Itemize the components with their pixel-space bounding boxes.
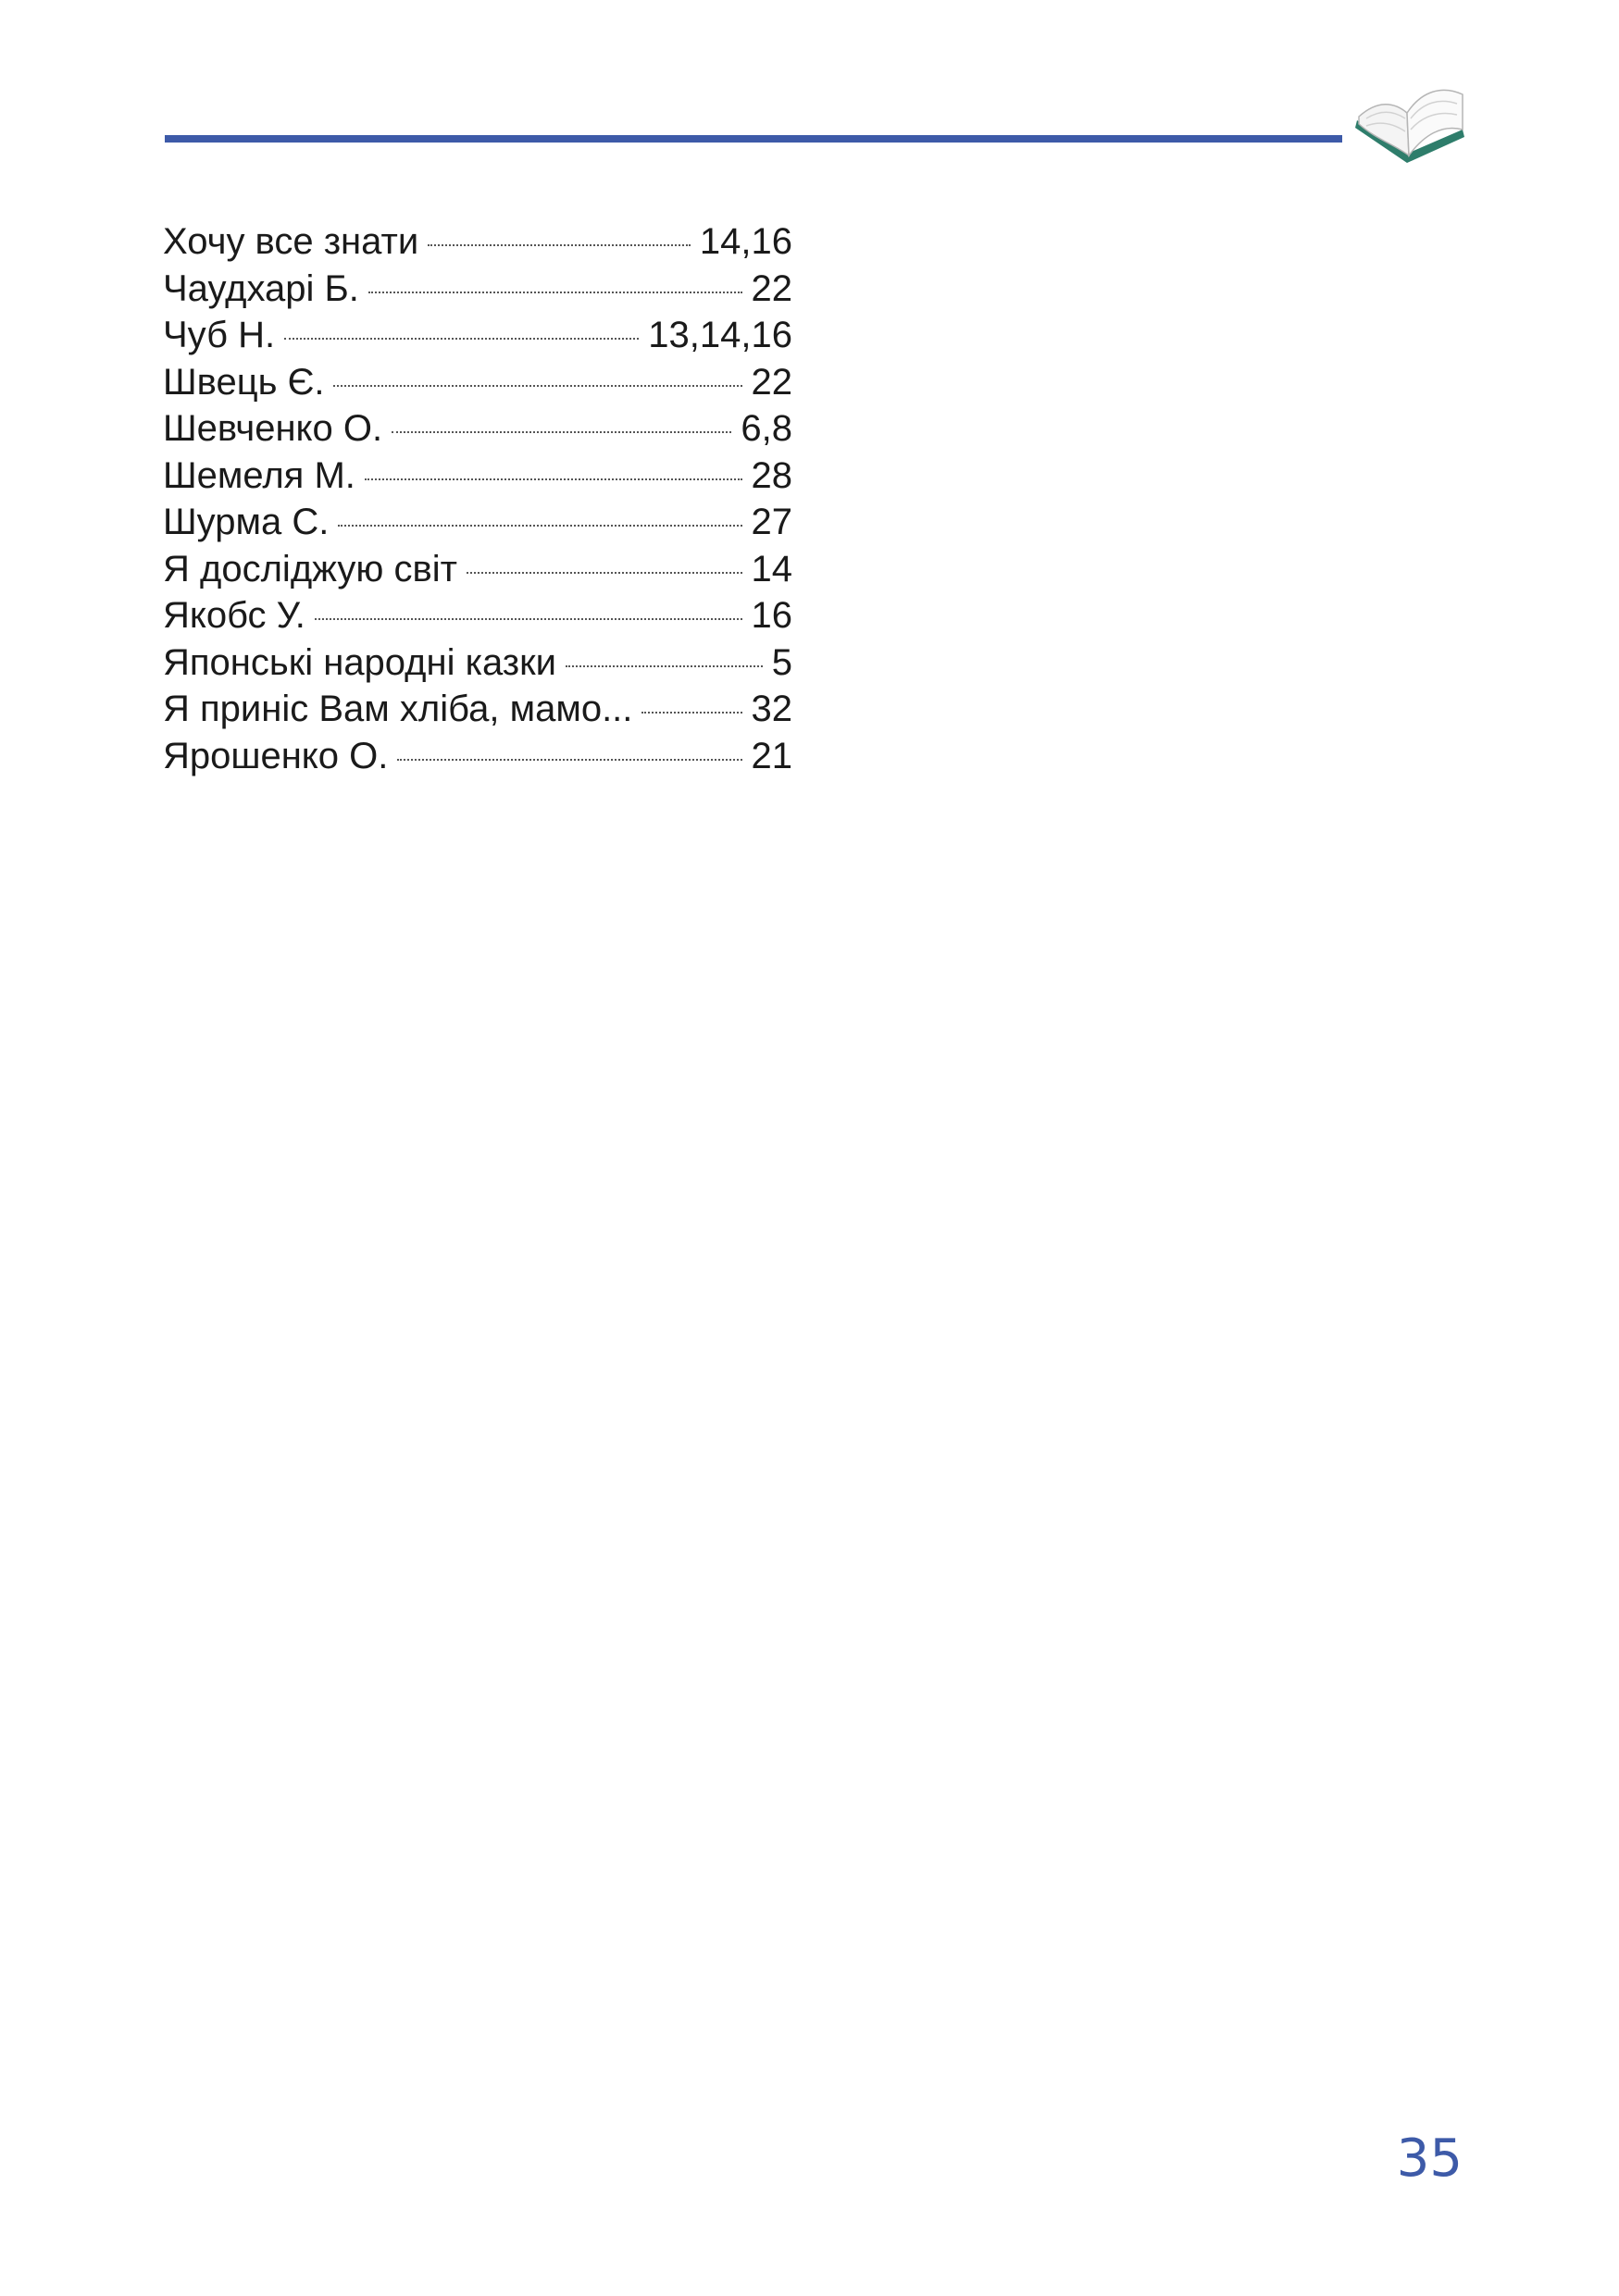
index-row	[163, 266, 792, 313]
dot-leader	[368, 292, 742, 293]
entry-pages: 21	[751, 735, 792, 776]
entry-name: Шевченко О.	[163, 408, 383, 449]
entry-name: Якобс У.	[163, 595, 305, 636]
entry-name: Швець Є.	[163, 361, 325, 403]
entry-pages: 32	[751, 689, 792, 729]
index-row	[163, 218, 792, 266]
entry-pages: 22	[751, 267, 792, 309]
entry-name: Чуб Н.	[163, 315, 276, 355]
entry-pages: 6,8	[741, 408, 792, 449]
entry-pages: 14	[751, 548, 792, 590]
dot-leader	[467, 572, 742, 574]
entry-pages: 13,14,16	[648, 315, 792, 355]
index-row	[163, 686, 792, 733]
entry-name: Я досліджую світ	[163, 548, 457, 590]
entry-name: Шурма С.	[163, 502, 330, 542]
page-number: 35	[1396, 2128, 1463, 2189]
index-row	[163, 453, 792, 500]
dot-leader	[428, 244, 691, 246]
entry-pages: 5	[771, 641, 792, 683]
entry-name: Я приніс Вам хліба, мамо...	[163, 689, 633, 729]
dot-leader	[566, 665, 763, 667]
entry-pages: 14,16	[699, 221, 792, 262]
header-rule	[165, 135, 1342, 143]
dot-leader	[315, 618, 742, 620]
index-row	[163, 639, 792, 687]
entry-name: Ярошенко О.	[163, 735, 389, 776]
index-row	[163, 592, 792, 639]
dot-leader	[338, 525, 741, 527]
dot-leader	[397, 759, 741, 761]
entry-name: Шемеля М.	[163, 454, 355, 496]
dot-leader	[365, 478, 742, 480]
index-list	[163, 218, 792, 779]
entry-name: Японські народні казки	[163, 641, 556, 683]
entry-pages: 22	[751, 361, 792, 403]
entry-pages: 16	[751, 595, 792, 636]
dot-leader	[392, 431, 731, 433]
index-row	[163, 733, 792, 780]
dot-leader	[641, 712, 741, 714]
entry-pages: 27	[751, 502, 792, 542]
index-row	[163, 546, 792, 593]
entry-pages: 28	[751, 454, 792, 496]
dot-leader	[333, 385, 741, 387]
open-book-icon	[1350, 72, 1470, 174]
entry-name: Хочу все знати	[163, 221, 419, 262]
index-row	[163, 499, 792, 546]
dot-leader	[284, 338, 639, 340]
index-row	[163, 312, 792, 359]
index-row	[163, 359, 792, 406]
index-row	[163, 405, 792, 453]
entry-name: Чаудхарі Б.	[163, 267, 359, 309]
